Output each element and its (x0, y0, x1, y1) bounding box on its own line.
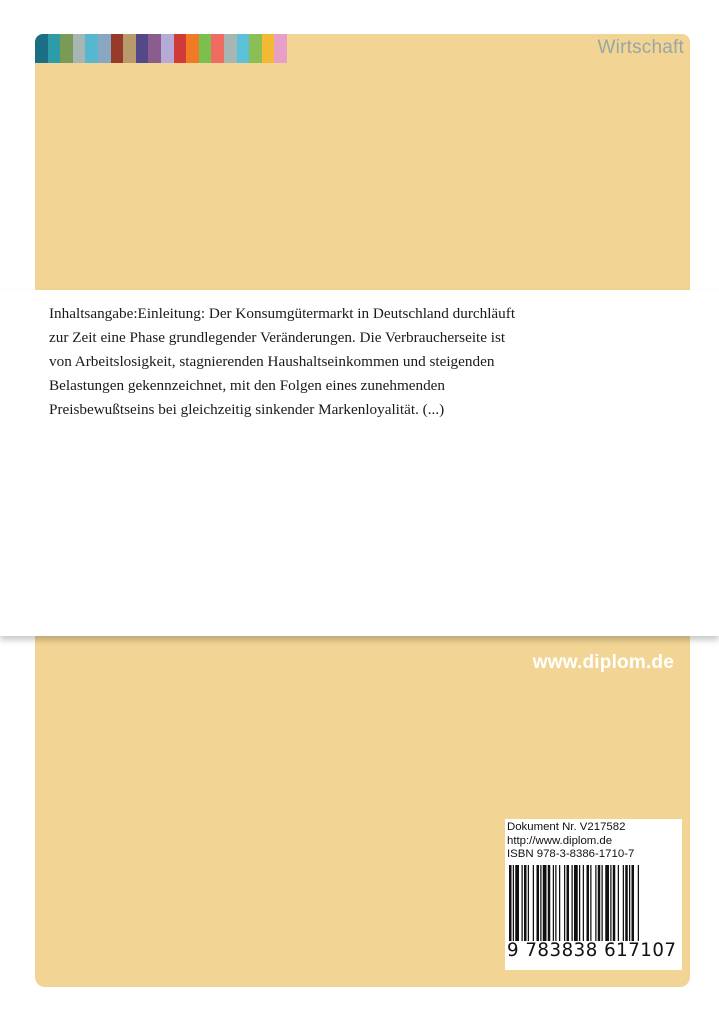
color-stripe (249, 34, 262, 63)
barcode-bar (572, 865, 573, 941)
barcode-bar (509, 865, 512, 941)
abstract-line: von Arbeitslosigkeit, stagnierenden Haushaltseinkommen und steigenden (49, 353, 495, 370)
color-stripe (111, 34, 124, 63)
barcode-bar (522, 865, 523, 941)
abstract-line: Inhaltsangabe:Einleitung: Der Konsumgütermarkt in Deutschland durchläuft (49, 305, 516, 322)
website-label: www.diplom.de (532, 652, 674, 673)
barcode-bar (610, 865, 611, 941)
barcode-bar (555, 865, 556, 941)
barcode-bar (613, 865, 616, 941)
abstract-line: Belastungen gekennzeichnet, mit den Folgen eines zunehmenden (49, 377, 446, 394)
barcode-bar (528, 865, 529, 941)
barcode-bar (618, 865, 619, 941)
color-stripe (262, 34, 275, 63)
barcode-bar (595, 865, 596, 941)
barcode-bar (598, 865, 601, 941)
color-stripe (123, 34, 136, 63)
color-stripe (85, 34, 98, 63)
barcode-bar (574, 865, 578, 941)
color-stripe (48, 34, 61, 63)
color-stripe (98, 34, 111, 63)
color-stripe (174, 34, 187, 63)
color-stripe-bar (35, 34, 287, 63)
barcode-bar (632, 865, 635, 941)
barcode-bar (583, 865, 584, 941)
color-stripe (274, 34, 287, 63)
color-stripe (237, 34, 250, 63)
color-stripe (148, 34, 161, 63)
color-stripe (224, 34, 237, 63)
document-info (507, 821, 634, 862)
barcode (509, 865, 677, 941)
barcode-digits: 9 783838 617107 (507, 940, 677, 961)
barcode-bar (564, 865, 565, 941)
barcode-bar (638, 865, 639, 941)
barcode-bar (515, 865, 519, 941)
barcode-bar (553, 865, 554, 941)
document-url: http://www.diplom.de (507, 834, 613, 847)
barcode-bar (540, 865, 541, 941)
color-stripe (186, 34, 199, 63)
color-stripe (35, 34, 48, 63)
barcode-bar (605, 865, 609, 941)
category-label: Wirtschaft (597, 37, 684, 58)
barcode-bar (623, 865, 624, 941)
barcode-bar (524, 865, 527, 941)
barcode-bar (590, 865, 591, 941)
abstract-line: Preisbewußtseins bei gleichzeitig sinkender Markenloyalität. (...) (49, 401, 445, 418)
barcode-bar (548, 865, 551, 941)
barcode-bar (625, 865, 628, 941)
barcode-bar (579, 865, 580, 941)
cover-top-panel (35, 34, 690, 290)
document-number: Dokument Nr. V217582 (507, 821, 626, 833)
isbn: ISBN 978-3-8386-1710-7 (507, 848, 635, 860)
barcode-bar (587, 865, 590, 941)
color-stripe (73, 34, 86, 63)
cover-bottom-panel (35, 630, 690, 987)
barcode-bar (543, 865, 547, 941)
barcode-bar (559, 865, 560, 941)
color-stripe (136, 34, 149, 63)
abstract-line: zur Zeit eine Phase grundlegender Veränderungen. Die Verbraucherseite ist (49, 329, 506, 346)
color-stripe (60, 34, 73, 63)
color-stripe (199, 34, 212, 63)
barcode-bar (537, 865, 540, 941)
barcode-bar (533, 865, 534, 941)
abstract-text (49, 302, 609, 422)
color-stripe (161, 34, 174, 63)
barcode-bar (602, 865, 603, 941)
barcode-bar (513, 865, 514, 941)
barcode-bar (567, 865, 570, 941)
color-stripe (211, 34, 224, 63)
barcode-bar (629, 865, 630, 941)
document-info-box (505, 819, 682, 970)
